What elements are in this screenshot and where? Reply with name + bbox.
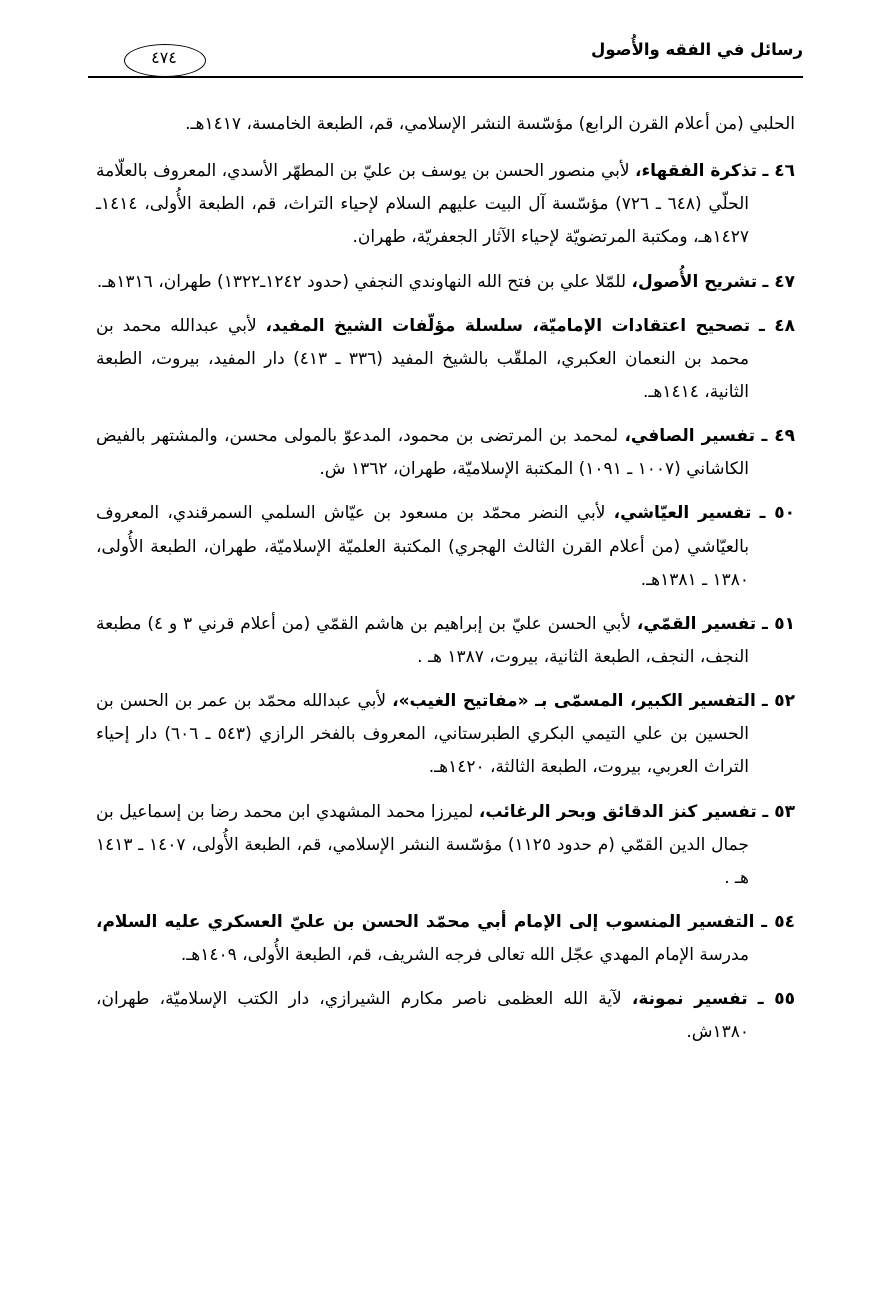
page-content — [96, 108, 795, 1061]
page-number-badge — [118, 30, 210, 76]
entry-title: تفسير العيّاشي، — [613, 503, 752, 524]
entry-title: التفسير الكبير، المسمّى بـ «مفاتيح الغيب»، — [392, 691, 756, 712]
entry-number: ٥٤ ـ — [761, 911, 796, 932]
entry-number: ٥٣ ـ — [762, 801, 796, 822]
book-title: رسائل في الفقه والأُصول — [583, 42, 803, 59]
entry-number: ٥٥ ـ — [757, 989, 795, 1010]
entry-number: ٥٢ ـ — [761, 691, 795, 712]
bibliography-entry — [96, 983, 795, 1049]
page-number: ٤٧٤ — [151, 48, 177, 67]
entry-details: لأبي الحسن عليّ بن إبراهيم بن هاشم القمّي (من أعلام قرني ٣ و ٤) مطبعة النجف، النجف، الطبعة الثانية، بيروت، ١٣٨٧ هـ . — [96, 613, 749, 667]
entry-details: مدرسة الإمام المهدي عجّل الله تعالى فرجه الشريف، قم، الطبعة الأُولى، ١٤٠٩هـ. — [180, 945, 749, 966]
entry-number: ٥٠ ـ — [759, 503, 796, 524]
bibliography-entry — [96, 685, 795, 784]
entry-details: لأبي عبدالله محمّد بن عمر بن الحسن بن الحسين بن علي التيمي البكري الطبرستاني، المعروف بالفخر الرازي (٥٤٣ ـ ٦٠٦) دار إحياء التراث العربي، بيروت، الطبعة الثالثة، ١٤٢٠هـ. — [96, 691, 749, 778]
entry-title: تفسير نمونة، — [631, 989, 748, 1010]
entry-number: ٤٩ ـ — [761, 426, 795, 447]
entry-number: ٤٧ ـ — [762, 271, 795, 292]
entry-details: لأبي النضر محمّد بن مسعود بن عيّاش السلمي السمرقندي، المعروف بالعيّاشي (من أعلام القرن الثالث الهجري) المكتبة العلميّة الإسلاميّة، طهران، الطبعة الأُولى، ١٣٨٠ ـ ١٣٨١هـ. — [96, 503, 749, 590]
entry-details: لميرزا محمد المشهدي ابن محمد رضا بن إسماعيل بن جمال الدين القمّي (م حدود ١١٢٥) مؤسّسة النشر الإسلامي، قم، الطبعة الأُولى، ١٤٠٧ ـ ١٤١٣ هـ . — [96, 801, 749, 888]
entry-details: لآية الله العظمى ناصر مكارم الشيرازي، دار الكتب الإسلاميّة، طهران، ١٣٨٠ش. — [96, 989, 749, 1043]
page-header — [88, 30, 803, 78]
entry-title: تفسير القمّي، — [636, 613, 757, 634]
bibliography-entry — [96, 420, 795, 486]
bibliography-entry — [96, 310, 795, 409]
bibliography-entry — [96, 906, 795, 972]
bibliography-entry — [96, 608, 795, 674]
entry-title: تفسير الصافي، — [624, 426, 755, 447]
entry-title: تصحيح اعتقادات الإماميّة، سلسلة مؤلّفات الشيخ المفيد، — [265, 315, 751, 336]
bibliography-entry — [96, 497, 795, 596]
header-divider — [88, 76, 803, 78]
continuation-paragraph — [96, 108, 795, 141]
entry-details: لأبي منصور الحسن بن يوسف بن عليّ بن المطهّر الأسدي، المعروف بالعلّامة الحلّي (٦٤٨ ـ ٧٢٦) مؤسّسة آل البيت عليهم السلام لإحياء التراث، قم، الطبعة الأُولى، ١٤١٤ـ ١٤٢٧هـ، ومكتبة المرتضويّة لإحياء الآثار الجعفريّة، طهران. — [96, 161, 749, 248]
entry-title: تفسير كنز الدقائق وبحر الرغائب، — [478, 801, 757, 822]
bibliography-entry — [96, 796, 795, 895]
entry-number: ٤٦ ـ — [762, 161, 795, 182]
entry-details: لأبي عبدالله محمد بن محمد بن النعمان العكبري، الملقّب بالشيخ المفيد (٣٣٦ ـ ٤١٣) دار المفيد، بيروت، الطبعة الثانية، ١٤١٤هـ. — [96, 315, 749, 402]
bibliography-entry — [96, 266, 795, 299]
entry-number: ٤٨ ـ — [759, 315, 796, 336]
entry-number: ٥١ ـ — [762, 613, 795, 634]
entry-title: تشريح الأُصول، — [631, 271, 758, 292]
entry-details: لمحمد بن المرتضى بن محمود، المدعوّ بالمولى محسن، والمشتهر بالفيض الكاشاني (١٠٠٧ ـ ١٠٩١) المكتبة الإسلاميّة، طهران، ١٣٦٢ ش. — [96, 426, 749, 480]
entry-details: للمّلا علي بن فتح الله النهاوندي النجفي (حدود ١٢٤٢ـ١٣٢٢) طهران، ١٣١٦هـ. — [96, 271, 627, 292]
continuation-text: الحلبي (من أعلام القرن الرابع) مؤسّسة النشر الإسلامي، قم، الطبعة الخامسة، ١٤١٧هـ. — [185, 114, 795, 134]
entry-title: التفسير المنسوب إلى الإمام أبي محمّد الحسن بن عليّ العسكري عليه السلام، — [96, 911, 755, 932]
entry-title: تذكرة الفقهاء، — [634, 161, 758, 182]
bibliography-entry — [96, 155, 795, 254]
